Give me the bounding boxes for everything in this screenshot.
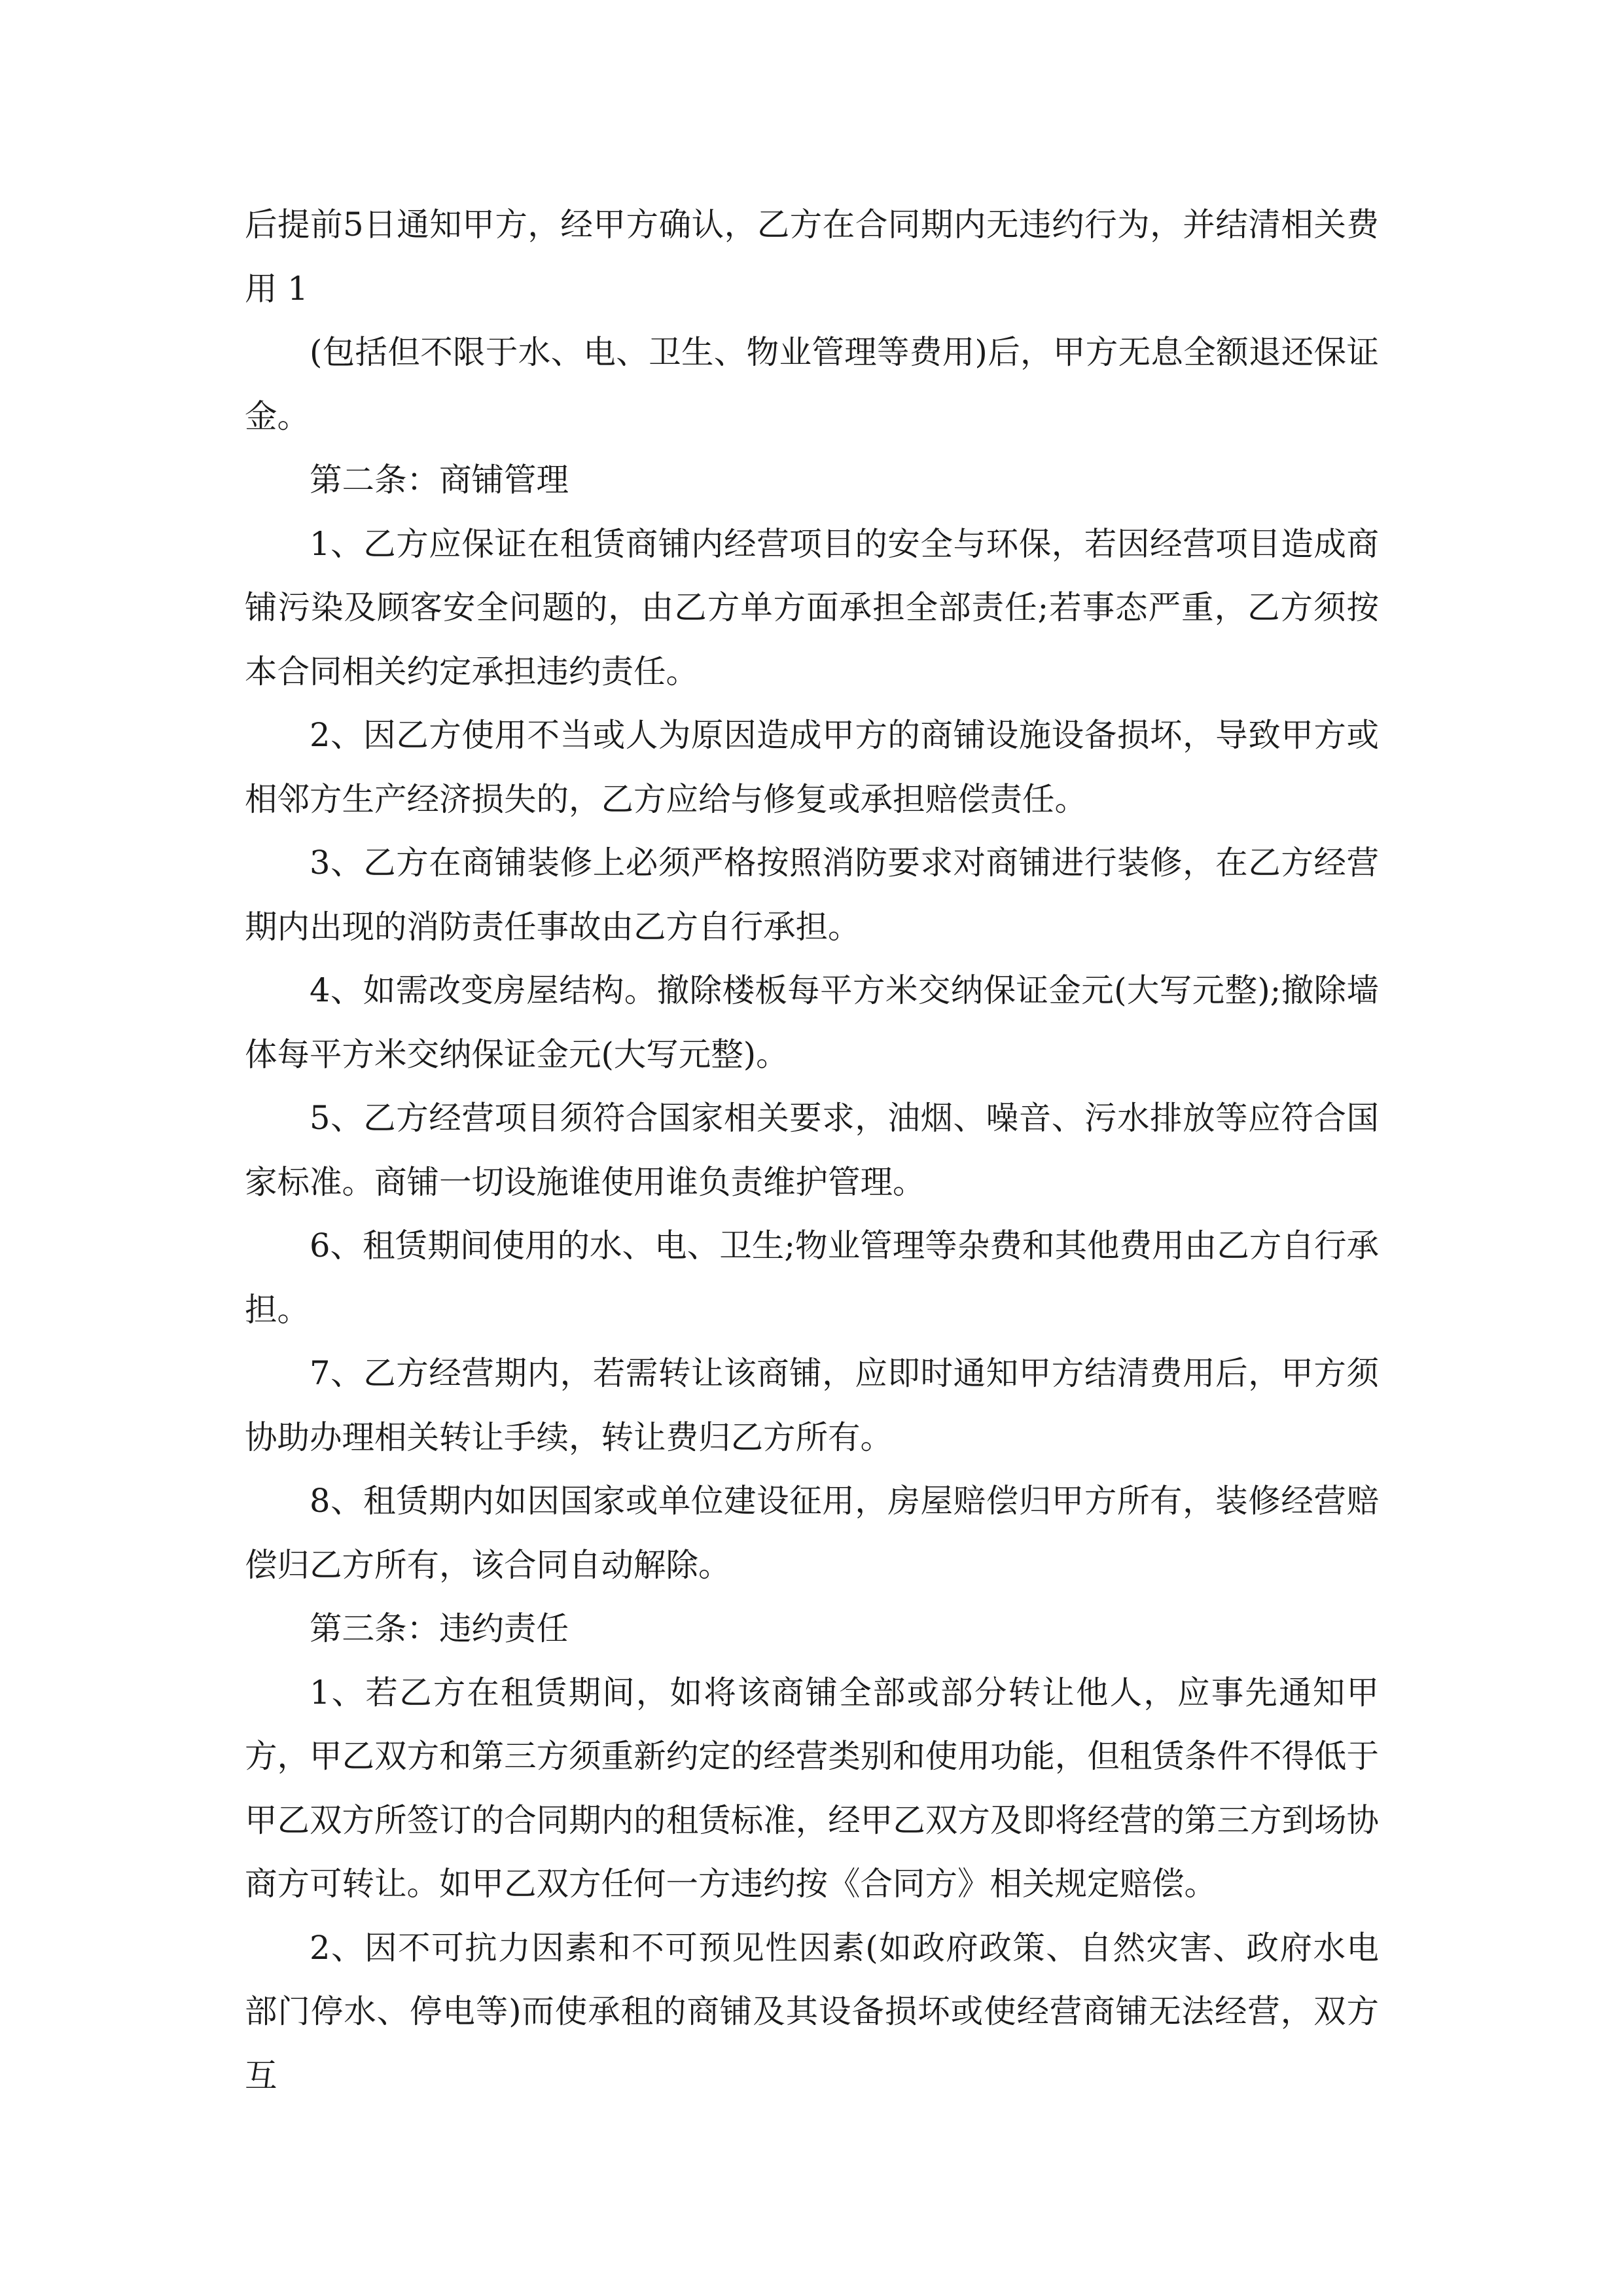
section-heading-article-3: 第三条：违约责任 (310, 1609, 569, 1647)
clause-2-8: 8、租赁期内如因国家或单位建设征用，房屋赔偿归甲方所有，装修经营赔偿归乙方所有，该合同自动解除。 (245, 1482, 1379, 1584)
clause-2-3: 3、乙方在商铺装修上必须严格按照消防要求对商铺进行装修，在乙方经营期内出现的消防责任事故由乙方自行承担。 (245, 844, 1379, 946)
clause-3-1: 1、若乙方在租赁期间，如将该商铺全部或部分转让他人，应事先通知甲方，甲乙双方和第三方须重新约定的经营类别和使用功能，但租赁条件不得低于甲乙双方所签订的合同期内的租赁标准，经甲乙双方及即将经营的第三方到场协商方可转让。如甲乙双方任何一方违约按《合同方》相关规定赔偿。 (245, 1673, 1379, 1903)
clause-3-2: 2、因不可抗力因素和不可预见性因素(如政府政策、自然灾害、政府水电部门停水、停电等)而使承租的商铺及其设备损坏或使经营商铺无法经营，双方互 (245, 1928, 1379, 2094)
clause-2-7: 7、乙方经营期内，若需转让该商铺，应即时通知甲方结清费用后，甲方须协助办理相关转让手续，转让费归乙方所有。 (245, 1354, 1379, 1456)
paragraph-continuation: 后提前5日通知甲方，经甲方确认，乙方在合同期内无违约行为，并结清相关费用 1 (245, 206, 1379, 308)
clause-2-6: 6、租赁期间使用的水、电、卫生;物业管理等杂费和其他费用由乙方自行承担。 (245, 1227, 1379, 1329)
clause-2-2: 2、因乙方使用不当或人为原因造成甲方的商铺设施设备损坏，导致甲方或相邻方生产经济损失的，乙方应给与修复或承担赔偿责任。 (245, 716, 1379, 818)
section-heading-article-2: 第二条：商铺管理 (310, 461, 569, 499)
clause-2-1: 1、乙方应保证在租赁商铺内经营项目的安全与环保，若因经营项目造成商铺污染及顾客安全问题的，由乙方单方面承担全部责任;若事态严重，乙方须按本合同相关约定承担违约责任。 (245, 524, 1379, 691)
paragraph-fee-refund: (包括但不限于水、电、卫生、物业管理等费用)后，甲方无息全额退还保证金。 (245, 333, 1379, 435)
clause-2-4: 4、如需改变房屋结构。撤除楼板每平方米交纳保证金元(大写元整);撤除墙体每平方米交纳保证金元(大写元整)。 (245, 971, 1379, 1073)
clause-2-5: 5、乙方经营项目须符合国家相关要求，油烟、噪音、污水排放等应符合国家标准。商铺一切设施谁使用谁负责维护管理。 (245, 1099, 1379, 1201)
document-body (245, 193, 1379, 2108)
